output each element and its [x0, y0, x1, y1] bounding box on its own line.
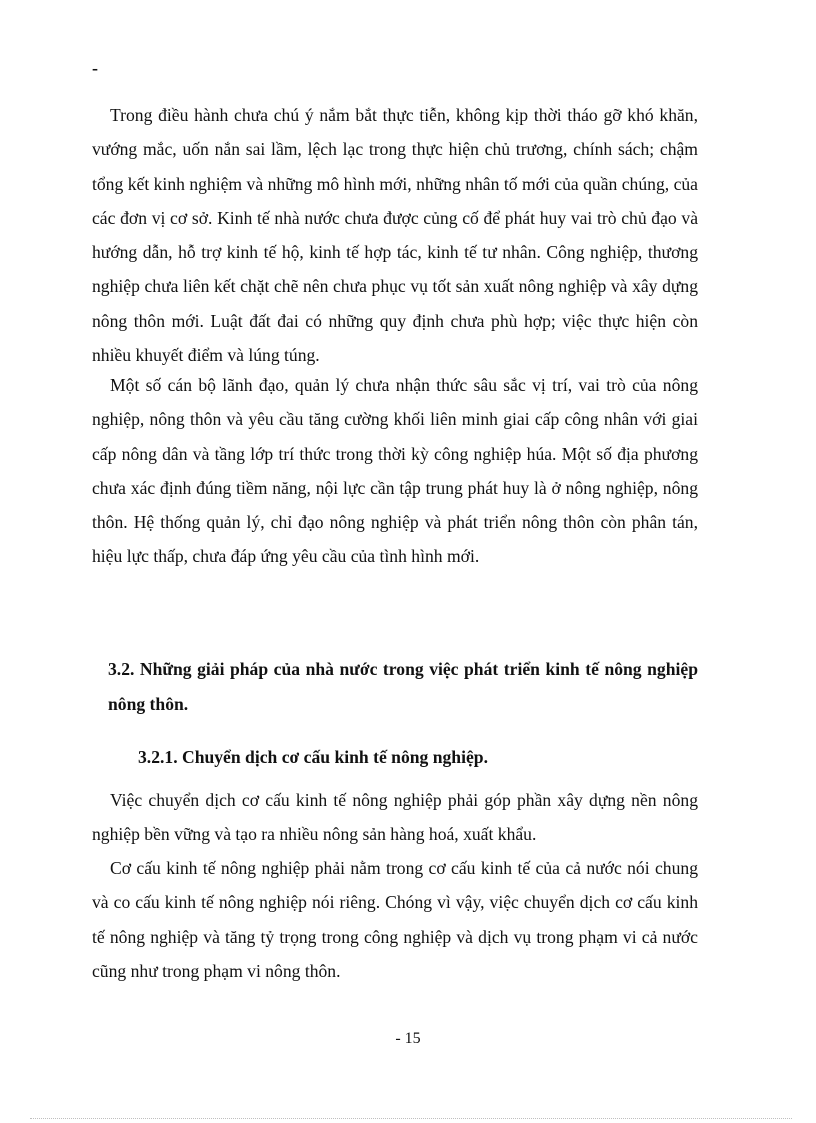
footer-divider	[30, 1118, 792, 1119]
paragraph-structural-shift: Việc chuyển dịch cơ cấu kinh tế nông nghiệp phải góp phần xây dựng nền nông nghiệp bền vững và tạo ra nhiều nông sản hàng hoá, xuất khẩu.	[92, 790, 698, 845]
paragraph-leadership-awareness: Một số cán bộ lãnh đạo, quản lý chưa nhận thức sâu sắc vị trí, vai trò của nông nghiệp, nông thôn và yêu cầu tăng cường khối liên minh giai cấp công nhân với giai cấp nông dân và tầng lớp trí thức trong thời kỳ công nghiệp húa. Một số địa phương chưa xác định đúng tiềm năng, nội lực cần tập trung phát huy là ở nông nghiệp, nông thôn. Hệ thống quản lý, chỉ đạo nông nghiệp và phát triển nông thôn còn phân tán, hiệu lực thấp, chưa đáp ứng yêu cầu của tình hình mới.	[92, 375, 698, 567]
section-heading-3-2: 3.2. Những giải pháp của nhà nước trong việc phát triển kinh tế nông nghiệp nông thôn.	[108, 659, 698, 714]
leading-dash: -	[92, 58, 98, 78]
paragraph-economic-structure: Cơ cấu kinh tế nông nghiệp phải nằm trong cơ cấu kinh tế của cả nước nói chung và co cấu kinh tế nông nghiệp nói riêng. Chóng vì vậy, việc chuyển dịch cơ cấu kinh tế nông nghiệp và tăng tỷ trọng trong công nghiệp và dịch vụ trong phạm vi cả nước cũng như trong phạm vi nông thôn.	[92, 858, 698, 981]
subsection-heading-3-2-1: 3.2.1. Chuyển dịch cơ cấu kinh tế nông nghiệp.	[138, 747, 488, 767]
page-number: - 15	[395, 1030, 421, 1047]
paragraph-governance-shortcomings: Trong điều hành chưa chú ý nắm bắt thực tiễn, không kịp thời tháo gỡ khó khăn, vướng mắc, uốn nắn sai lầm, lệch lạc trong thực hiện chủ trương, chính sách; chậm tổng kết kinh nghiệm và những mô hình mới, những nhân tố mới của quần chúng, của các đơn vị cơ sở. Kinh tế nhà nước chưa được củng cố để phát huy vai trò chủ đạo và hướng dẫn, hỗ trợ kinh tế hộ, kinh tế hợp tác, kinh tế tư nhân. Công nghiệp, thương nghiệp chưa liên kết chặt chẽ nên chưa phục vụ tốt sản xuất nông nghiệp và xây dựng nông thôn mới. Luật đất đai có những quy định chưa phù hợp; việc thực hiện còn nhiều khuyết điểm và lúng túng.	[92, 105, 698, 366]
